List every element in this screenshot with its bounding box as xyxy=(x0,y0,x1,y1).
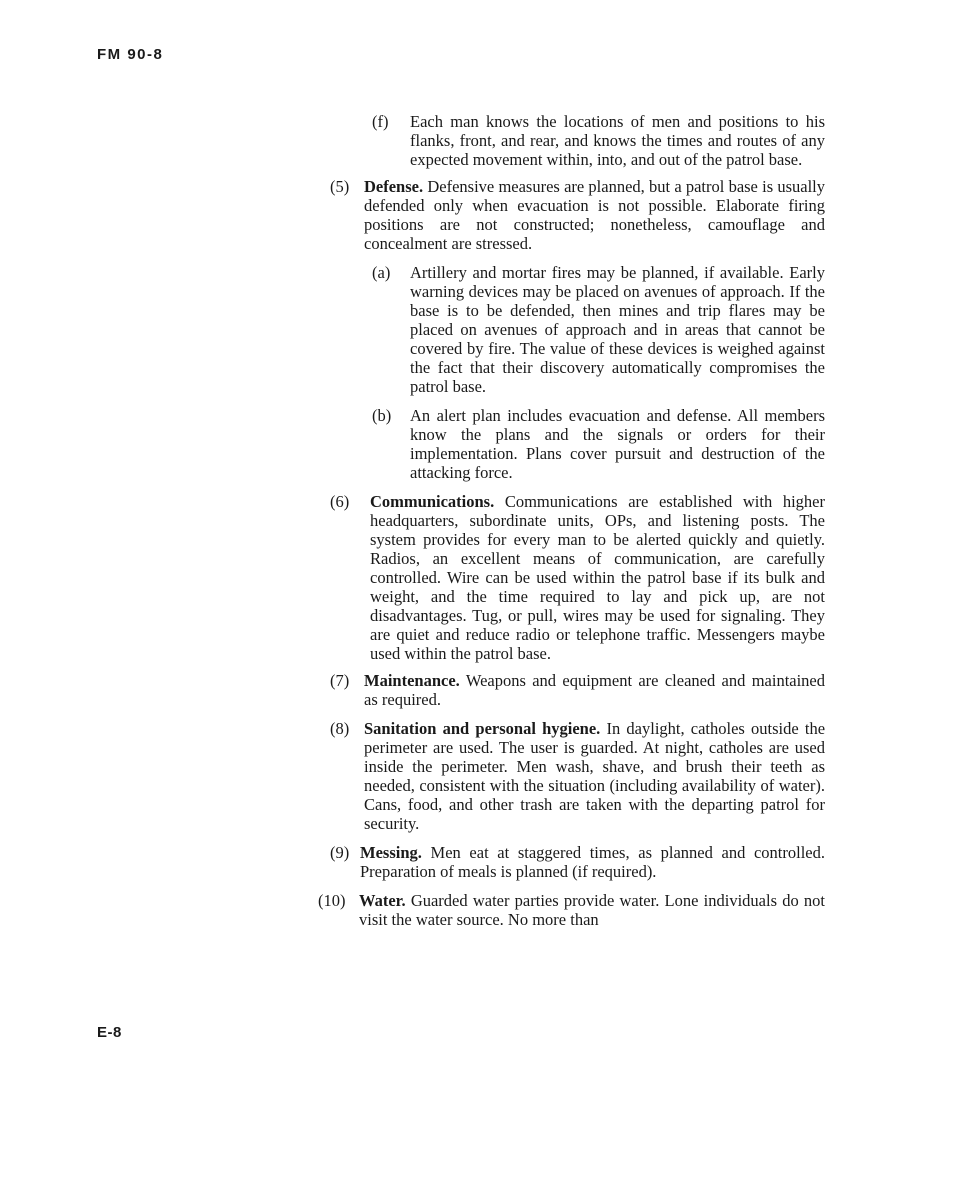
paragraph-7-maintenance xyxy=(300,671,825,709)
paragraph-heading: Water. xyxy=(359,891,406,910)
item-number: (6) xyxy=(330,492,350,511)
body-column xyxy=(300,112,825,929)
paragraph-text: An alert plan includes evacuation and defense. All members know the plans and the signals or orders for their implementation. Plans cover pursuit and destruction of the attacking force. xyxy=(410,406,825,482)
item-number: (8) xyxy=(330,719,350,738)
paragraph-f xyxy=(300,112,825,169)
paragraph-text: Weapons and equipment are cleaned and maintained as required. xyxy=(364,671,826,709)
paragraph-5-defense xyxy=(300,177,825,253)
paragraph-text: Men eat at staggered times, as planned and controlled. Preparation of meals is planned (if required). xyxy=(360,843,826,881)
paragraph-text: Artillery and mortar fires may be planned, if available. Early warning devices may be placed on avenues of approach. If the base is to be defended, then mines and trip flares may be placed on avenues of approach and in areas that cannot be covered by fire. The value of these devices is weighed against the fact that their discovery automatically compromises the patrol base. xyxy=(410,263,825,396)
paragraph-text: Communications are established with higher headquarters, subordinate units, OPs, and listening posts. The system provides for every man to be alerted quickly and quietly. Radios, an excellent means of communication, are carefully controlled. Wire can be used within the patrol base if its bulk and weight, and the time required to lay and pick up, are not disadvantages. Tug, or pull, wires may be used for signaling. They are quiet and reduce radio or telephone traffic. Messengers maybe used within the patrol base. xyxy=(370,492,825,663)
paragraph-8-sanitation xyxy=(300,719,825,833)
paragraph-heading: Defense. xyxy=(364,177,424,196)
item-number: (10) xyxy=(318,891,346,910)
page-header: FM 90-8 xyxy=(97,46,164,63)
item-number: (9) xyxy=(330,843,350,862)
paragraph-text: Defensive measures are planned, but a patrol base is usually defended only when evacuation is not possible. Elaborate firing positions are not constructed; nonetheless, camouflage and concealment are stressed. xyxy=(364,177,825,253)
paragraph-text: Each man knows the locations of men and positions to his flanks, front, and rear, and knows the times and routes of any expected movement within, into, and out of the patrol base. xyxy=(410,112,825,169)
paragraph-6-communications xyxy=(300,492,825,663)
paragraph-5a xyxy=(300,263,825,396)
paragraph-text: Guarded water parties provide water. Lone individuals do not visit the water source. No more than xyxy=(359,891,825,929)
paragraph-heading: Messing. xyxy=(360,843,422,862)
item-number: (7) xyxy=(330,671,350,690)
item-number: (5) xyxy=(330,177,350,196)
paragraph-9-messing xyxy=(300,843,825,881)
page-number: E-8 xyxy=(97,1024,122,1041)
paragraph-heading: Communications. xyxy=(370,492,495,511)
item-number: (b) xyxy=(372,406,392,425)
item-number: (f) xyxy=(372,112,389,131)
paragraph-heading: Maintenance. xyxy=(364,671,460,690)
paragraph-5b xyxy=(300,406,825,482)
paragraph-10-water xyxy=(300,891,825,929)
paragraph-text: In daylight, catholes outside the perimeter are used. The user is guarded. At night, catholes are used inside the perimeter. Men wash, shave, and brush their teeth as needed, consistent with the situation (including availability of water). Cans, food, and other trash are taken with the departing patrol for security. xyxy=(364,719,826,833)
paragraph-heading: Sanitation and personal hygiene. xyxy=(364,719,601,738)
item-number: (a) xyxy=(372,263,391,282)
